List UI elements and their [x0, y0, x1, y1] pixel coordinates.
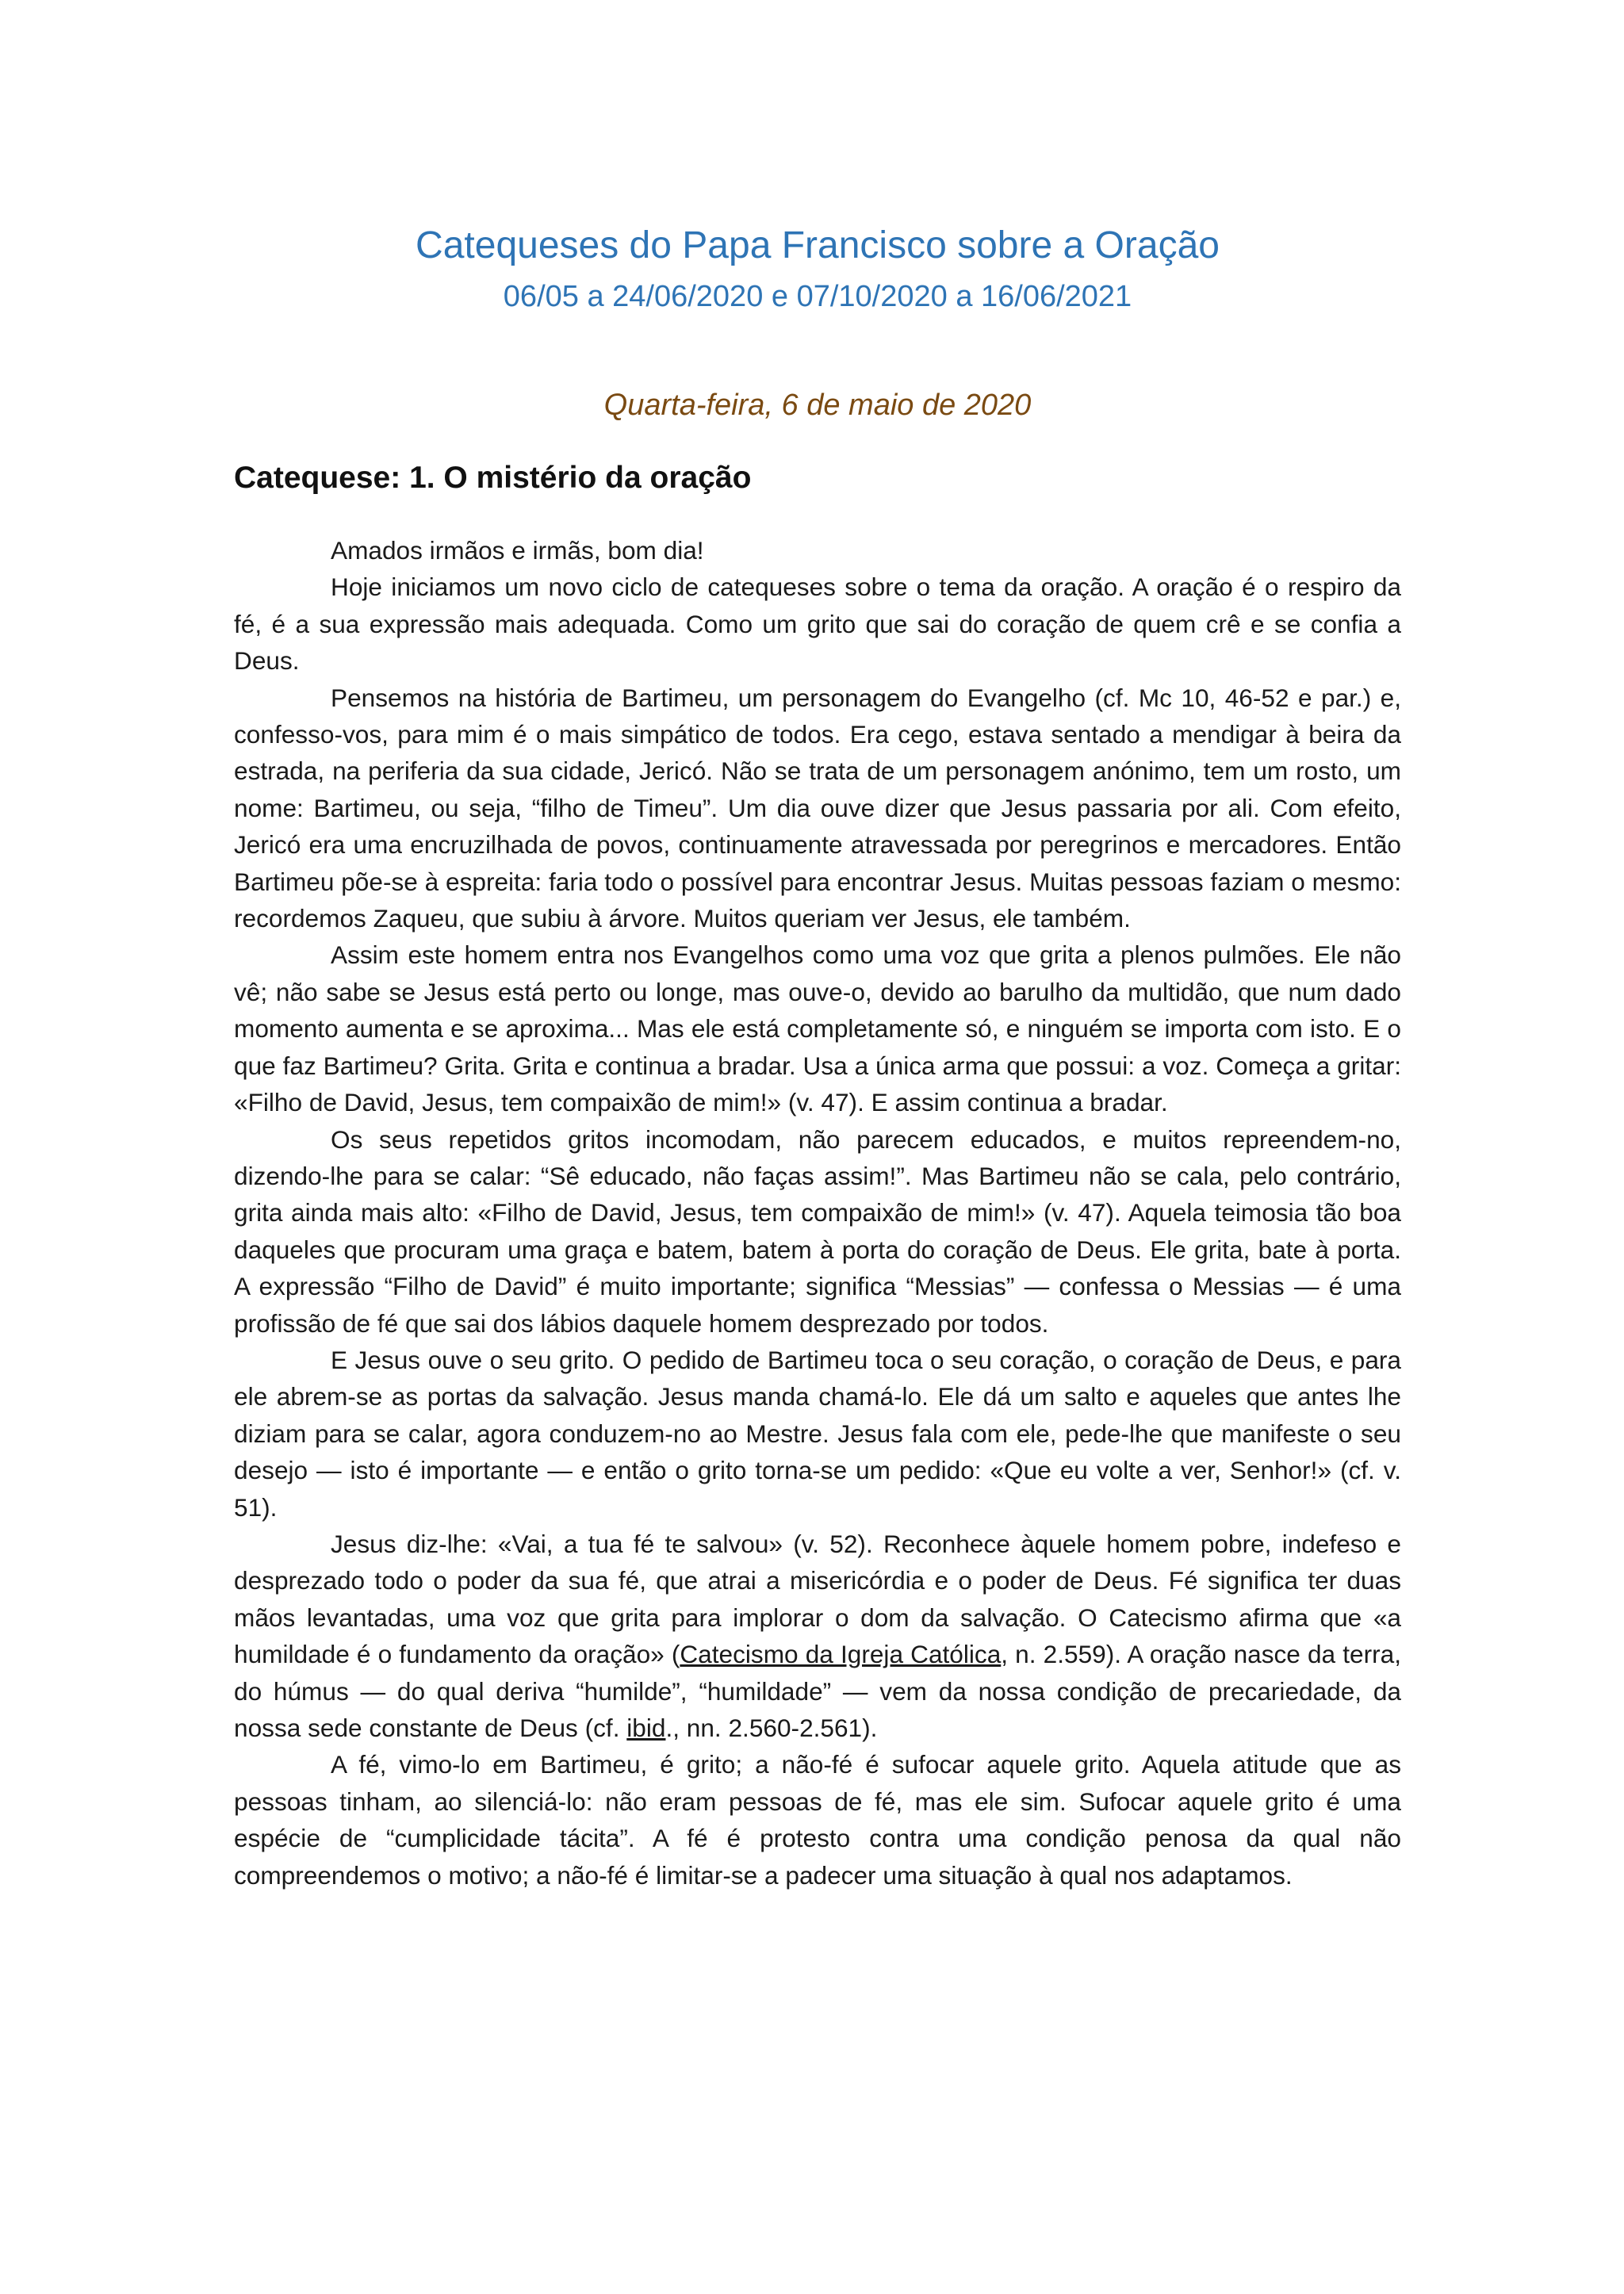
catechesis-body — [234, 532, 1401, 1894]
paragraph-8: A fé, vimo-lo em Bartimeu, é grito; a não-fé é sufocar aquele grito. Aquela atitude que as pessoas tinham, ao silenciá-lo: não eram pessoas de fé, mas ele sim. Sufocar aquele grito é uma espécie de “cumplicidade tácita”. A fé é protesto contra uma condição penosa da qual não compreendemos o motivo; a não-fé é limitar-se a padecer uma situação à qual nos adaptamos. — [234, 1750, 1401, 1890]
paragraph-6: E Jesus ouve o seu grito. O pedido de Bartimeu toca o seu coração, o coração de Deus, e para ele abrem-se as portas da salvação. Jesus manda chamá-lo. Ele dá um salto e aqueles que antes lhe diziam para se calar, agora conduzem-no ao Mestre. Jesus fala com ele, pede-lhe que manifeste o seu desejo — isto é importante — e então o grito torna-se um pedido: «Que eu volte a ver, Senhor!» (cf. v. 51). — [234, 1345, 1401, 1522]
paragraph-greeting: Amados irmãos e irmãs, bom dia! — [331, 536, 704, 565]
paragraph-7 — [234, 1526, 1401, 1746]
paragraph-4: Assim este homem entra nos Evangelhos como uma voz que grita a plenos pulmões. Ele não vê; não sabe se Jesus está perto ou longe, mas ouve-o, devido ao barulho da multidão, que num dado momento aumenta e se aproxima... Mas ele está completamente só, e ninguém se importa com isto. E o que faz Bartimeu? Grita. Grita e continua a bradar. Usa a única arma que possui: a voz. Começa a gritar: «Filho de David, Jesus, tem compaixão de mim!» (v. 47). E assim continua a bradar. — [234, 940, 1401, 1117]
paragraph-7-text-a: Jesus diz-lhe: «Vai, a tua fé te salvou» (v. 52). Reconhece àquele homem pobre, indefeso e desprezado todo o poder da sua fé, que atrai a misericórdia e o poder de Deus. Fé significa ter duas mãos levantadas, uma voz que grita para implorar o dom da salvação. O Catecismo afirma que «a humildade é o fundamento da oração» ( — [234, 1529, 1401, 1669]
paragraph-7-text-c: ., nn. 2.560-2.561). — [665, 1714, 878, 1742]
paragraph-5: Os seus repetidos gritos incomodam, não parecem educados, e muitos repreendem-no, dizendo-lhe para se calar: “Sê educado, não faças assim!”. Mas Bartimeu não se cala, pelo contrário, grita ainda mais alto: «Filho de David, Jesus, tem compaixão de mim!» (v. 47). Aquela teimosia tão boa daqueles que procuram uma graça e batem, batem à porta do coração de Deus. Ele grita, bate à porta. A expressão “Filho de David” é muito importante; significa “Messias” — confessa o Messias — é uma profissão de fé que sai dos lábios daquele homem desprezado por todos. — [234, 1124, 1401, 1338]
document-page — [234, 222, 1401, 1894]
document-title: Catequeses do Papa Francisco sobre a Oração — [416, 224, 1220, 266]
ibid-link[interactable]: ibid — [626, 1714, 666, 1742]
catechesis-heading: Catequese: 1. O mistério da oração — [234, 461, 752, 495]
paragraph-3: Pensemos na história de Bartimeu, um personagem do Evangelho (cf. Mc 10, 46-52 e par.) e, confesso-vos, para mim é o mais simpático de todos. Era cego, estava sentado a mendigar à beira da estrada, na periferia da sua cidade, Jericó. Não se trata de um personagem anónimo, tem um rosto, um nome: Bartimeu, ou seja, “filho de Timeu”. Um dia ouve dizer que Jesus passaria por ali. Com efeito, Jericó era uma encruzilhada de povos, continuamente atravessada por peregrinos e mercadores. Então Bartimeu põe-se à espreita: faria todo o possível para encontrar Jesus. Muitas pessoas faziam o mesmo: recordemos Zaqueu, que subiu à árvore. Muitos queriam ver Jesus, ele também. — [234, 683, 1401, 933]
document-subtitle: 06/05 a 24/06/2020 e 07/10/2020 a 16/06/2021 — [503, 280, 1132, 313]
catechesis-date: Quarta-feira, 6 de maio de 2020 — [603, 389, 1032, 422]
paragraph-7-text-b: , n. 2.559). A oração nasce da terra, do húmus — do qual deriva “humilde”, “humildade” — vem da nossa condição de precariedade, da nossa sede constante de Deus (cf. — [234, 1640, 1401, 1742]
paragraph-2: Hoje iniciamos um novo ciclo de catequeses sobre o tema da oração. A oração é o respiro da fé, é a sua expressão mais adequada. Como um grito que sai do coração de quem crê e se confia a Deus. — [234, 573, 1401, 676]
catechism-link[interactable]: Catecismo da Igreja Católica — [680, 1640, 1002, 1669]
